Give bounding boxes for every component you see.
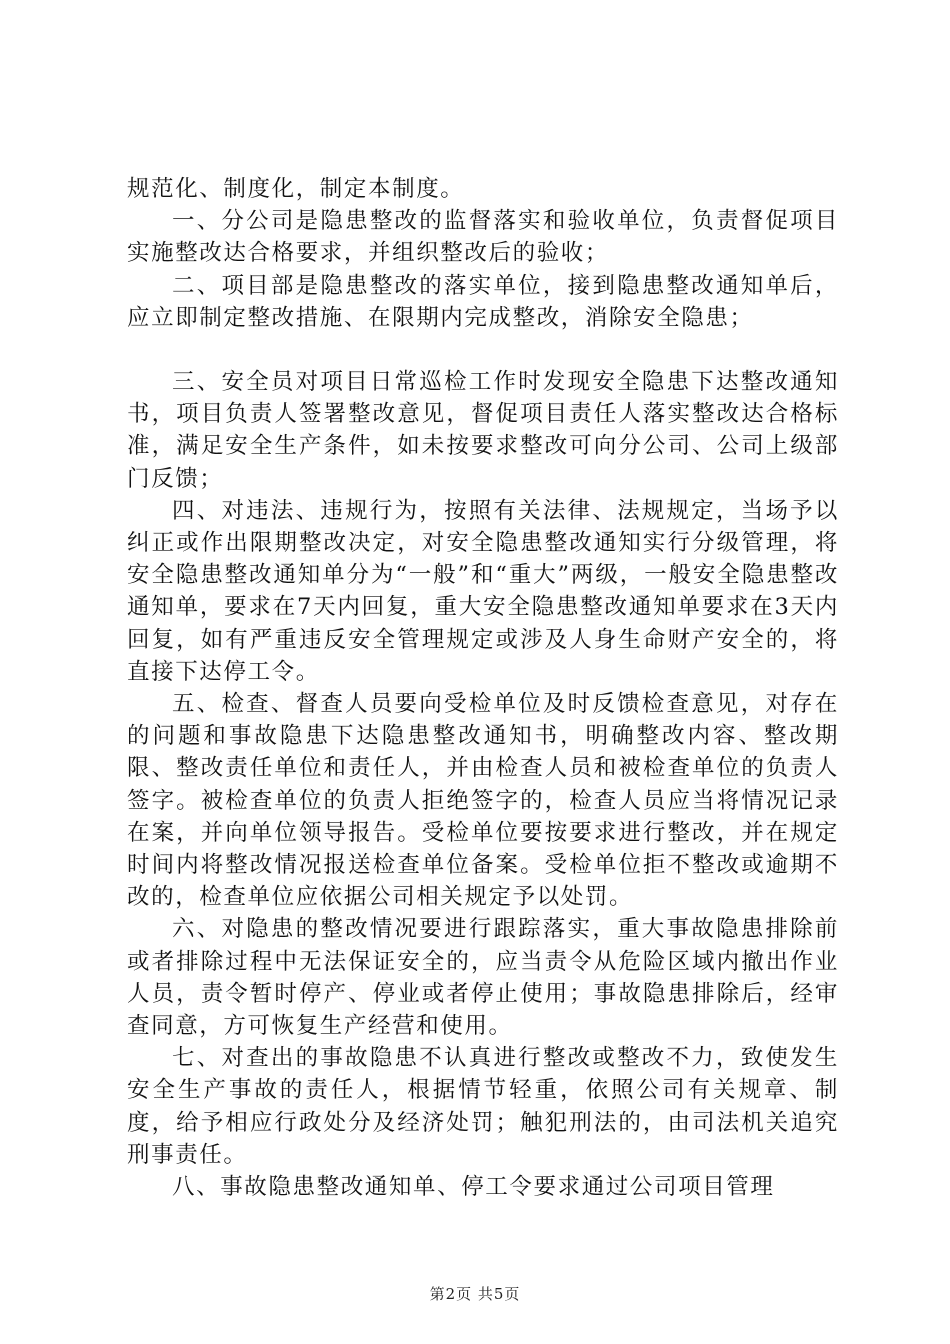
paragraph-item-4: 四、对违法、违规行为，按照有关法律、法规规定，当场予以纠正或作出限期整改决定，对安全隐患整改通知实行分级管理，将安全隐患整改通知单分为“一般”和“重大”两级，一般安全隐患整改通知单，要求在7天内回复，重大安全隐患整改通知单要求在3天内回复，如有严重违反安全管理规定或涉及人身生命财产安全的，将直接下达停工令。 (127, 497, 839, 685)
paragraph-gap (127, 334, 839, 366)
paragraph-item-7: 七、对查出的事故隐患不认真进行整改或整改不力，致使发生安全生产事故的责任人，根据情节轻重，依照公司有关规章、制度，给予相应行政处分及经济处罚；触犯刑法的，由司法机关追究刑事责任。 (127, 1045, 839, 1168)
paragraph-item-3: 三、安全员对项目日常巡检工作时发现安全隐患下达整改通知书，项目负责人签署整改意见，督促项目责任人落实整改达合格标准，满足安全生产条件，如未按要求整改可向分公司、公司上级部门反馈； (127, 369, 839, 492)
document-body (127, 173, 839, 1203)
paragraph-item-5: 五、检查、督查人员要向受检单位及时反馈检查意见，对存在的问题和事故隐患下达隐患整改通知书，明确整改内容、整改期限、整改责任单位和责任人，并由检查人员和被检查单位的负责人签字。被检查单位的负责人拒绝签字的，检查人员应当将情况记录在案，并向单位领导报告。受检单位要按要求进行整改，并在规定时间内将整改情况报送检查单位备案。受检单位拒不整改或逾期不改的，检查单位应依据公司相关规定予以处罚。 (127, 691, 839, 911)
paragraph-item-2: 二、项目部是隐患整改的落实单位，接到隐患整改通知单后，应立即制定整改措施、在限期内完成整改，消除安全隐患； (127, 272, 839, 331)
paragraph-item-6: 六、对隐患的整改情况要进行跟踪落实，重大事故隐患排除前或者排除过程中无法保证安全的，应当责令从危险区域内撤出作业人员，责令暂时停产、停业或者停止使用；事故隐患排除后，经审查同意，方可恢复生产经营和使用。 (127, 916, 839, 1040)
paragraph-continuation: 规范化、制度化，制定本制度。 (127, 176, 465, 202)
page-number-footer: 第2页 共5页 (429, 1285, 521, 1303)
paragraph-item-8: 八、事故隐患整改通知单、停工令要求通过公司项目管理 (172, 1174, 775, 1201)
paragraph-item-1: 一、分公司是隐患整改的监督落实和验收单位，负责督促项目实施整改达合格要求，并组织整改后的验收； (127, 208, 839, 267)
